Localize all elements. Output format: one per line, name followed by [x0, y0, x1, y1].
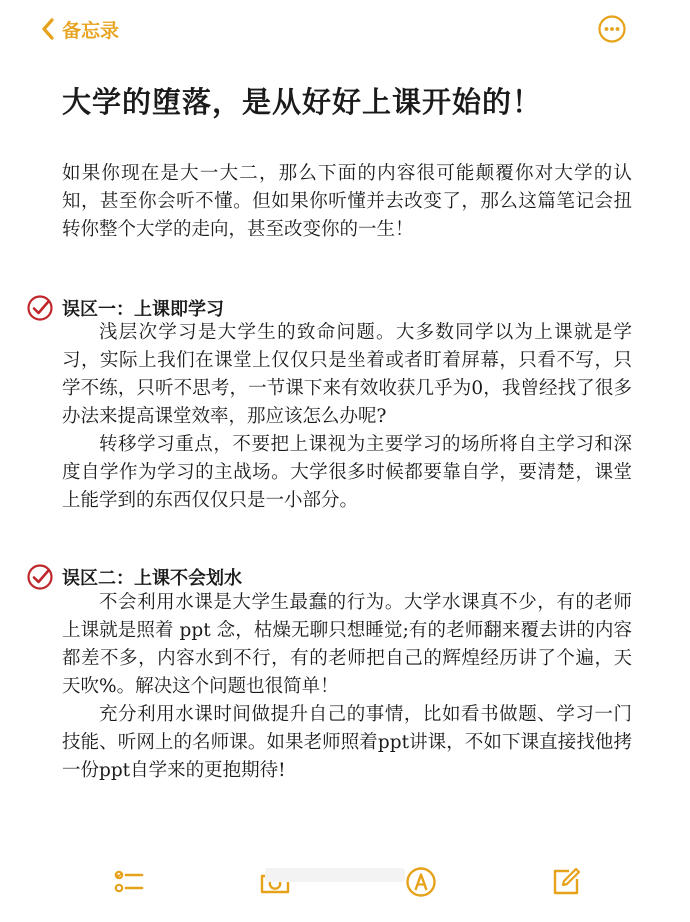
markup-button[interactable] [404, 865, 438, 899]
bottom-toolbar [0, 855, 690, 915]
section-paragraph: 转移学习重点，不要把上课视为主要学习的场所将自主学习和深度自学作为学习的主战场。大学很多时候都要靠自学，要清楚，课堂上能学到的东西仅仅只是一小部分。 [62, 434, 632, 511]
section-paragraph: 浅层次学习是大学生的致命问题。大多数同学以为上课就是学习，实际上我们在课堂上仅仅只是坐着或者盯着屏幕，只看不写，只学不练，只听不思考，一节课下来有效收获几乎为0，我曾经找了很多办法来提高课堂效率，那应该怎么办呢? [62, 322, 632, 427]
note-title[interactable]: 大学的堕落，是从好好上课开始的！ [62, 85, 543, 119]
section-body-1[interactable] [62, 319, 632, 515]
section-heading-text: 误区一：上课即学习 [62, 299, 224, 320]
back-button[interactable] [40, 14, 119, 44]
section-paragraph: 充分利用水课时间做提升自己的事情，比如看书做题、学习一门技能、听网上的名师课。如果老师照着ppt讲课，不如下课直接找他拷一份ppt自学来的更抱期待! [62, 704, 632, 781]
markup-icon [404, 865, 438, 899]
intro-paragraph: 如果你现在是大一大二，那么下面的内容很可能颠覆你对大学的认知，甚至你会听不懂。但如果你听懂并去改变了，那么这篇笔记会扭转你整个大学的走向，甚至改变你的一生！ [62, 163, 632, 240]
ellipsis-circle-icon [597, 14, 627, 44]
section-paragraph: 不会利用水课是大学生最蠢的行为。大学水课真不少，有的老师上课就是照着 ppt 念，枯燥无聊只想睡觉;有的老师翻来覆去讲的内容都差不多，内容水到不行，有的老师把自己的辉煌经历讲了个遍，天天吹%。解决这个问题也很简单！ [62, 592, 632, 697]
back-button-label: 备忘录 [62, 19, 120, 42]
checkmark-circle-icon [26, 563, 54, 591]
section-body-2[interactable] [62, 589, 632, 785]
chevron-left-icon [40, 17, 56, 41]
top-navigation-bar [0, 0, 690, 58]
checkmark-circle-icon [26, 294, 54, 322]
compose-button[interactable] [549, 865, 583, 899]
section-heading-text: 误区二：上课不会划水 [62, 568, 242, 589]
section-heading-1 [26, 294, 224, 322]
more-options-button[interactable] [597, 14, 627, 44]
blurred-watermark [265, 868, 405, 882]
note-intro[interactable] [62, 160, 632, 244]
compose-icon [549, 865, 583, 899]
section-heading-2 [26, 563, 242, 591]
checklist-button[interactable] [112, 865, 146, 899]
checklist-icon [112, 865, 146, 899]
